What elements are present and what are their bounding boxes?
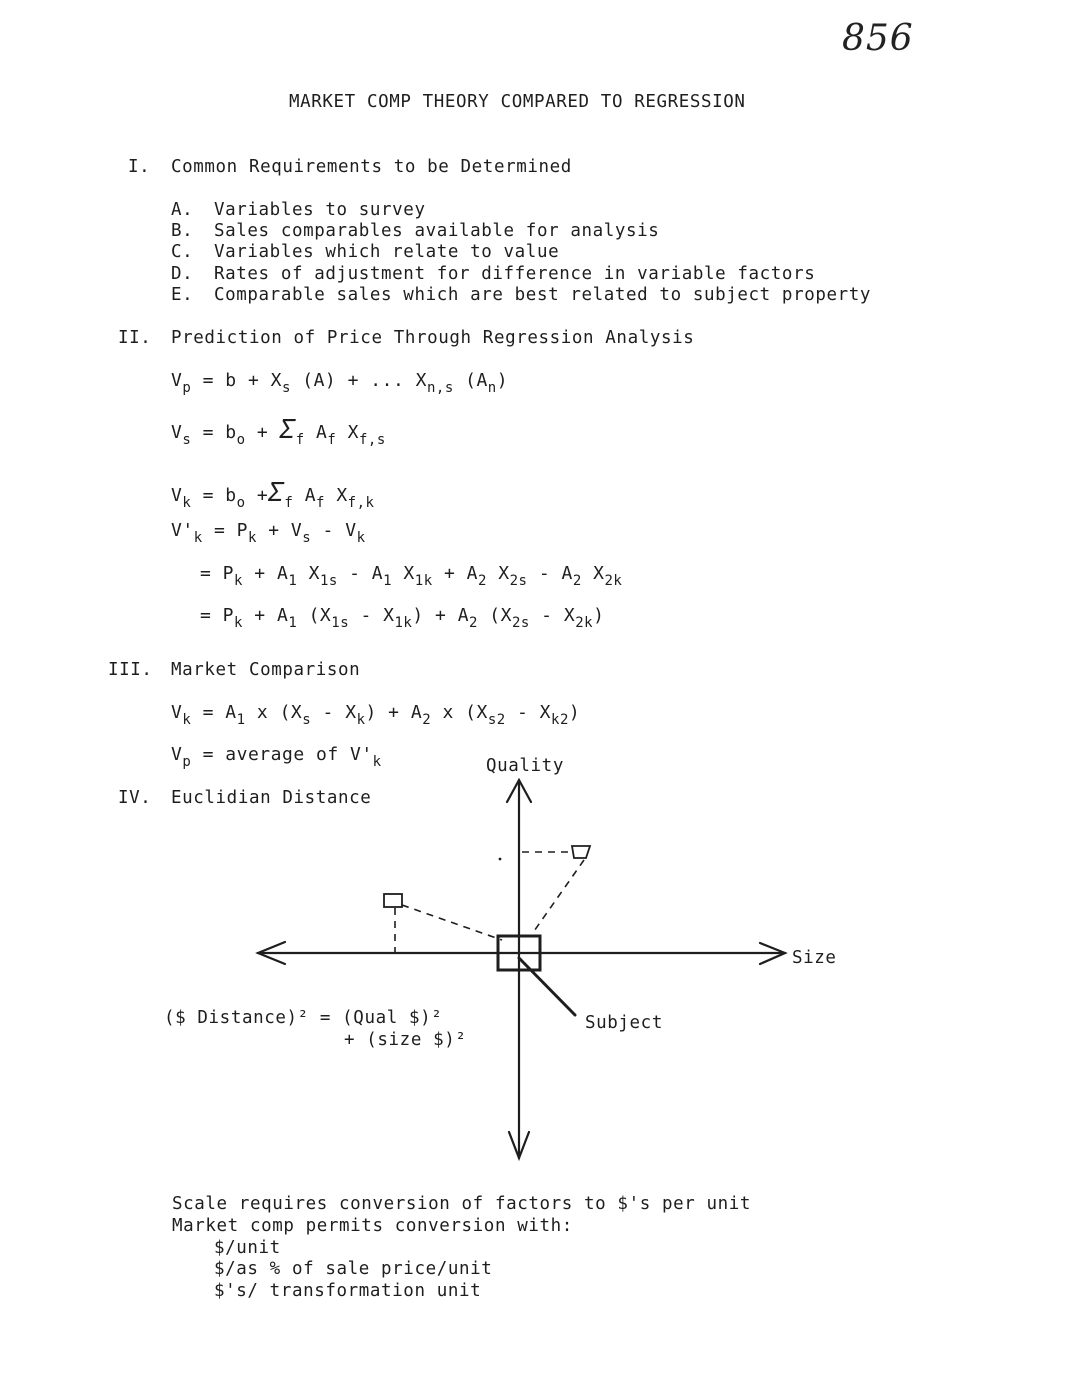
section-numeral: II. (118, 328, 152, 348)
equation-expansion: = $P_k + A_1$ $X_{1s} - A_1$ $X_{1k} + A_2$ $X_{2s} - A_2$ $X_{2k}$ (200, 563, 623, 589)
equation-vk: $V_k = b_o +\Sigma_f$ $A_f$ $X_{f,k}$ (171, 478, 375, 511)
note-line: Scale requires conversion of factors to $'s per unit (172, 1194, 752, 1214)
note-line: $/unit (214, 1238, 281, 1258)
subject-label: Subject (585, 1013, 663, 1033)
list-letter: B. (171, 221, 194, 241)
note-line: $/as % of sale price/unit (214, 1259, 493, 1279)
equation-vp: $V_p = b + X_s$ (A) + ... $X_{n,s}$ $(A_n)$ (171, 370, 509, 396)
note-line: $'s/ transformation unit (214, 1281, 482, 1301)
subject-pointer-line (519, 958, 575, 1015)
distance-formula-line2: + (size $)² (344, 1030, 467, 1050)
dashed-distance-left (402, 905, 502, 940)
section-heading: Prediction of Price Through Regression Analysis (171, 328, 695, 348)
equation-market-comp: $V_k = A_1$ x $(X_s - X_k) + A_2$ x $(X_{s2} - X_{k2})$ (171, 702, 581, 728)
section-heading: Market Comparison (171, 660, 361, 680)
list-item: Comparable sales which are best related to subject property (214, 285, 872, 305)
list-letter: C. (171, 242, 194, 262)
list-item: Sales comparables available for analysis (214, 221, 660, 241)
stray-dot (499, 858, 502, 861)
section-heading: Common Requirements to be Determined (171, 157, 572, 177)
list-item: Variables which relate to value (214, 242, 560, 262)
list-item: Variables to survey (214, 200, 426, 220)
equation-vk-prime: $V'_k = P_k + V_s - V_k$ (171, 520, 366, 546)
section-heading: Euclidian Distance (171, 788, 372, 808)
list-letter: A. (171, 200, 194, 220)
comparable-left-box (384, 894, 402, 907)
quality-axis-label: Quality (486, 756, 564, 776)
equation-vs: $V_s = b_o + \Sigma_f$ $A_f$ $X_{f,s}$ (171, 415, 386, 448)
equation-average: $V_p$ = average of $V'_k$ (171, 744, 382, 770)
list-letter: D. (171, 264, 194, 284)
equation-factored: = $P_k + A_1$ $(X_{1s} - X_{1k}) + A_2$ $(X_{2s} - X_{2k})$ (200, 605, 605, 631)
list-letter: E. (171, 285, 194, 305)
list-item: Rates of adjustment for difference in variable factors (214, 264, 816, 284)
size-axis-label: Size (792, 948, 837, 968)
page-title: MARKET COMP THEORY COMPARED TO REGRESSION (289, 92, 746, 112)
section-numeral: IV. (118, 788, 152, 808)
comparable-right-box (572, 846, 590, 858)
page-number: 856 (842, 18, 914, 59)
note-line: Market comp permits conversion with: (172, 1216, 573, 1236)
section-numeral: I. (128, 157, 151, 177)
section-numeral: III. (108, 660, 153, 680)
distance-formula-line1: ($ Distance)² = (Qual $)² (164, 1008, 443, 1028)
dashed-distance-right (532, 860, 584, 934)
